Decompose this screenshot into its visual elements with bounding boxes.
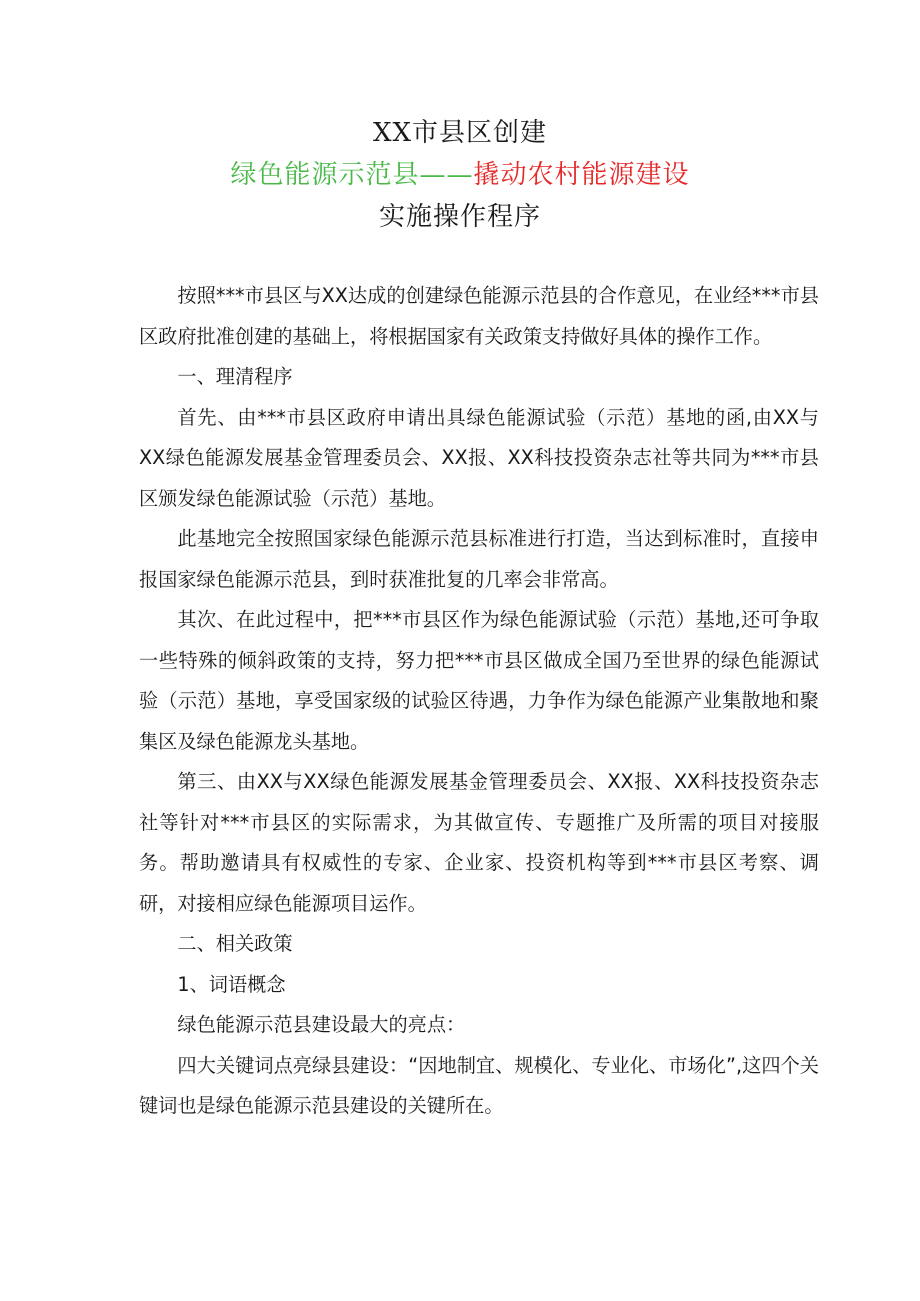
paragraph-highlight: 绿色能源示范县建设最大的亮点： [177, 1013, 466, 1036]
subheading-terms: 1、词语概念 [177, 972, 286, 996]
paragraph-third: 第三、由XX与XX绿色能源发展基金管理委员会、XX报、XX科技投资杂志社等针对***市县区的实际需求，为其做宣传、专题推广及所需的项目对接服务。帮助邀请具有权威性的专家、企业家、投资机构等到***市县区考察、调研，对接相应绿色能源项目运作。 [139, 770, 819, 915]
section-heading-1: 一、理清程序 [177, 365, 293, 388]
paragraph-second: 其次、在此过程中，把***市县区作为绿色能源试验（示范）基地,还可争取一些特殊的倾斜政策的支持，努力把***市县区做成全国乃至世界的绿色能源试验（示范）基地，享受国家级的试验区待遇，力争作为绿色能源产业集散地和聚集区及绿色能源龙头基地。 [139, 608, 819, 753]
paragraph-intro: 按照***市县区与XX达成的创建绿色能源示范县的合作意见，在业经***市县区政府批准创建的基础上，将根据国家有关政策支持做好具体的操作工作。 [139, 284, 819, 348]
title-line-3: 实施操作程序 [378, 202, 541, 232]
title-line-2 [0, 154, 920, 196]
paragraph-keywords: 四大关键词点亮绿县建设：“因地制宜、规模化、专业化、市场化”,这四个关键词也是绿色能源示范县建设的关键所在。 [139, 1053, 819, 1117]
section-heading-2: 二、相关政策 [177, 932, 293, 955]
title-line-2-green: 绿色能源示范县—— [230, 160, 474, 190]
title-line-2-red: 撬动农村能源建设 [473, 160, 690, 190]
paragraph-base-standard: 此基地完全按照国家绿色能源示范县标准进行打造，当达到标准时，直接申报国家绿色能源示范县，到时获准批复的几率会非常高。 [139, 527, 819, 591]
document-body [139, 276, 819, 1127]
document-title [0, 112, 920, 238]
title-line-1: XX市县区创建 [372, 118, 548, 148]
paragraph-first: 首先、由***市县区政府申请出具绿色能源试验（示范）基地的函,由XX与XX绿色能源发展基金管理委员会、XX报、XX科技投资杂志社等共同为***市县区颁发绿色能源试验（示范）基地。 [139, 405, 819, 510]
